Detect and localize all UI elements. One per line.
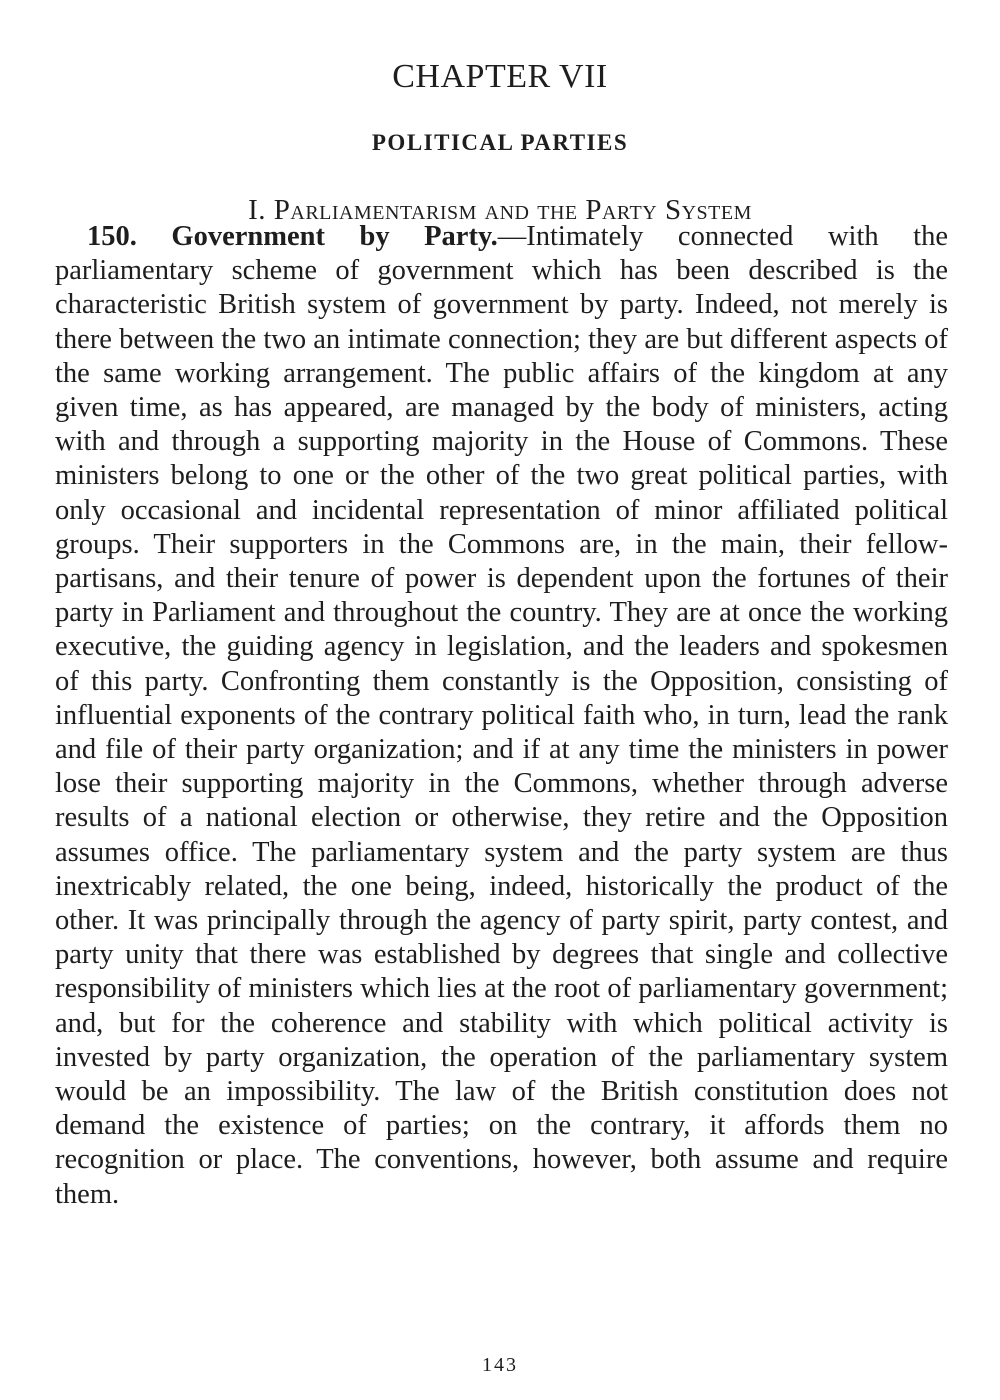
chapter-label: CHAPTER VII <box>392 58 608 95</box>
heading-dash: — <box>497 221 527 252</box>
section-title: I. Parliamentarism and the Party System <box>248 194 752 226</box>
paragraph-text: Intimately connected with the parliamentary scheme of government which has been described is the characteristic British system of government by party. Indeed, not merely is there between the two an intimate connection; they are but different aspects of the same working arrangement. The public affairs of the kingdom at any given time, as has appeared, are managed by the body of ministers, acting with and through a supporting majority in the House of Commons. These ministers belong to one or the other of the two great political parties, with only occasional and incidental representation of minor affiliated political groups. Their supporters in the Commons are, in the main, their fellow-partisans, and their tenure of power is dependent upon the fortunes of their party in Parliament and throughout the country. They are at once the working executive, the guiding agency in legislation, and the leaders and spokesmen of this party. Confronting them constantly is the Opposition, consisting of influential exponents of the contrary political faith who, in turn, lead the rank and file of their party organization; and if at any time the ministers in power lose their supporting majority in the Commons, whether through adverse results of a national election or otherwise, they retire and the Opposition assumes office. The parliamentary system and the party system are thus inextricably related, the one being, indeed, historically the product of the other. It was principally through the agency of party spirit, party contest, and party unity that there was established by degrees that single and collective responsibility of ministers which lies at the root of parliamentary government; and, but for the coherence and stability with which political activity is invested by party organization, the operation of the parliamentary system would be an impossibility. The law of the British constitution does not demand the existence of parties; on the contrary, it affords them no recognition or place. The conventions, however, both assume and require them. <box>55 221 948 1210</box>
paragraph-number: 150. <box>87 221 137 252</box>
paragraph-heading <box>87 221 498 252</box>
chapter-title: POLITICAL PARTIES <box>371 130 629 155</box>
page-number: 143 <box>482 1354 518 1376</box>
body-paragraph <box>55 220 948 1212</box>
paragraph-heading-text: Government by Party. <box>171 221 498 252</box>
